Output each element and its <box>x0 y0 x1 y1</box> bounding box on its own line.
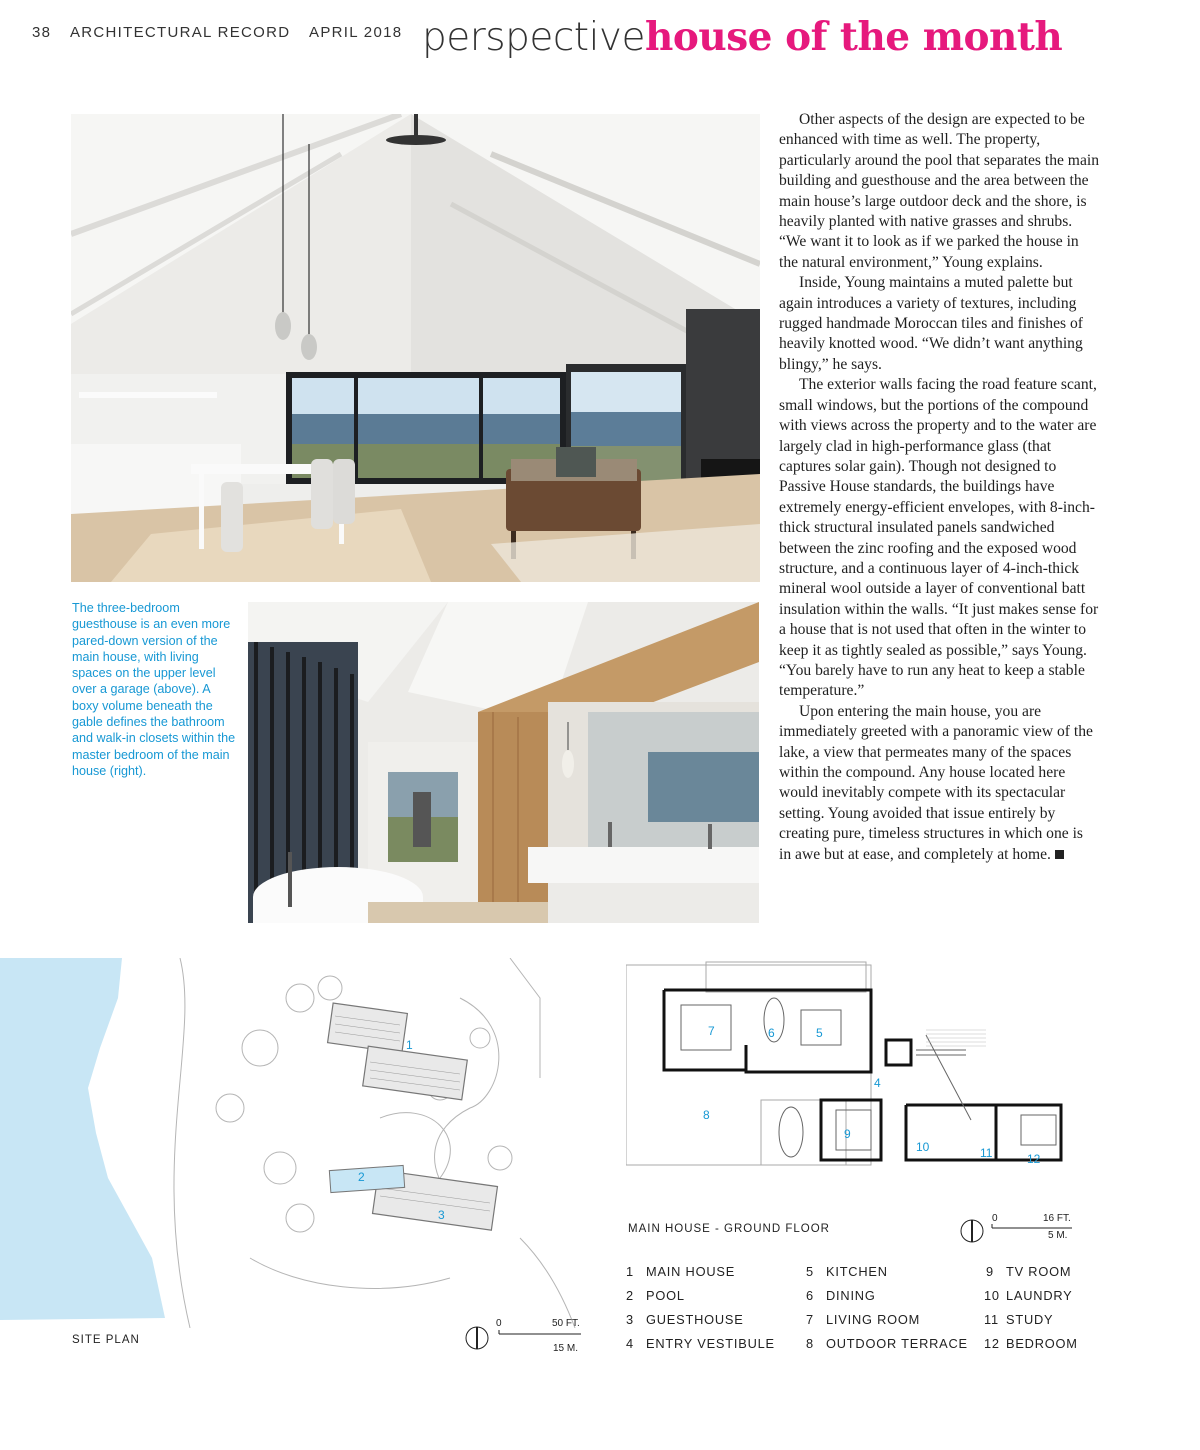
floor-plan-marker: 12 <box>1027 1152 1041 1166</box>
site-plan-marker: 1 <box>406 1038 413 1052</box>
article-paragraph: Other aspects of the design are expected to be enhanced with time as well. The property, particularly around the pool that separates the main building and guesthouse and the area between the main house’s large outdoor deck and the shore, is heavily planted with native grasses and shrubs. “We want it to look as if we parked the house in the natural environment,” Young explains. <box>779 111 1099 271</box>
folio <box>32 24 416 41</box>
issue-date: APRIL 2018 <box>309 24 403 41</box>
legend-item: 7 LIVING ROOM <box>806 1312 921 1327</box>
article-paragraph-text: Upon entering the main house, you are immediately greeted with a panoramic view of the lake, a view that permeates many of the spaces within the compound. Any house located here would inevitably compete with its spectacular setting. Young avoided that issue entirely by creating pure, timeless structures in which one is in awe but at ease, and completely at home. <box>779 702 1093 863</box>
article-paragraph: Inside, Young maintains a muted palette but again introduces a variety of textures, including rugged handmade Moroccan tiles and finishes of heavily knotted wood. “We didn’t want anything blingy,” he says. <box>779 274 1083 373</box>
floor-plan-drawing <box>626 960 1086 1170</box>
floor-plan-marker: 10 <box>916 1140 930 1154</box>
legend-item: 12 BEDROOM <box>984 1336 1078 1351</box>
article-paragraph <box>779 702 1099 865</box>
legend-item: 5 KITCHEN <box>806 1264 888 1279</box>
site-scale-feet: 50 FT. <box>552 1318 580 1329</box>
floor-plan-marker: 4 <box>874 1076 881 1090</box>
article-paragraph: The exterior walls facing the road feature scant, small windows, but the portions of the compound with views across the property and to the water are largely clad in high-performance glass (that captures solar gain). Though not designed to Passive House standards, the buildings have extremely energy-efficient envelopes, with 8-inch-thick structural insulated panels sandwiched between the zinc roofing and the exposed wood structure, and a continuous layer of 4-inch-thick mineral wool outside a layer of conventional batt insulation within the walls. “It just makes sense for a house that is not used that often in the winter to keep it as tightly sealed as possible,” says Young. “You barely have to run any heat to keep a stable temperature.” <box>779 376 1099 700</box>
legend-item: 8 OUTDOOR TERRACE <box>806 1336 968 1351</box>
legend-item: 6 DINING <box>806 1288 876 1303</box>
page-number: 38 <box>32 24 52 41</box>
site-plan-marker: 3 <box>438 1208 445 1222</box>
legend-item: 10 LAUNDRY <box>984 1288 1073 1303</box>
floor-plan-marker: 7 <box>708 1024 715 1038</box>
legend-item: 11 STUDY <box>984 1312 1054 1327</box>
floor-plan-marker: 9 <box>844 1127 851 1141</box>
photo-caption: The three-bedroom guesthouse is an even more pared-down version of the main house, with living spaces on the upper level over a garage (above). A boxy volume beneath the gable defines the bathroom and walk-in closets within the master bedroom of the main house (right). <box>72 601 236 778</box>
legend-item: 3 GUESTHOUSE <box>626 1312 744 1327</box>
floor-scale-feet: 16 FT. <box>1043 1213 1071 1224</box>
floor-plan-label: MAIN HOUSE - GROUND FLOOR <box>628 1223 830 1235</box>
floor-scale-zero: 0 <box>992 1213 998 1224</box>
legend-item: 9 TV ROOM <box>986 1264 1072 1279</box>
floor-scale-meters: 5 M. <box>1048 1230 1068 1241</box>
site-plan-drawing <box>0 958 580 1328</box>
floor-plan-marker: 6 <box>768 1026 775 1040</box>
end-mark-icon <box>1055 850 1064 859</box>
master-bathroom-photo <box>248 602 759 923</box>
floor-plan-marker: 8 <box>703 1108 710 1122</box>
section-title-bold: house of the month <box>645 14 1063 60</box>
legend-item: 4 ENTRY VESTIBULE <box>626 1336 775 1351</box>
site-plan-marker: 2 <box>358 1170 365 1184</box>
legend-item: 2 POOL <box>626 1288 685 1303</box>
floor-plan-marker: 5 <box>816 1026 823 1040</box>
site-scale-zero: 0 <box>496 1318 502 1329</box>
site-plan-label: SITE PLAN <box>72 1334 140 1346</box>
section-title <box>422 14 1063 60</box>
publication-name: ARCHITECTURAL RECORD <box>69 24 291 41</box>
article-body <box>779 110 1099 865</box>
section-title-light: perspective <box>422 15 645 60</box>
floor-plan-marker: 11 <box>980 1146 993 1160</box>
living-room-photo <box>71 114 760 582</box>
legend-item: 1 MAIN HOUSE <box>626 1264 736 1279</box>
site-scale-meters: 15 M. <box>553 1343 579 1354</box>
